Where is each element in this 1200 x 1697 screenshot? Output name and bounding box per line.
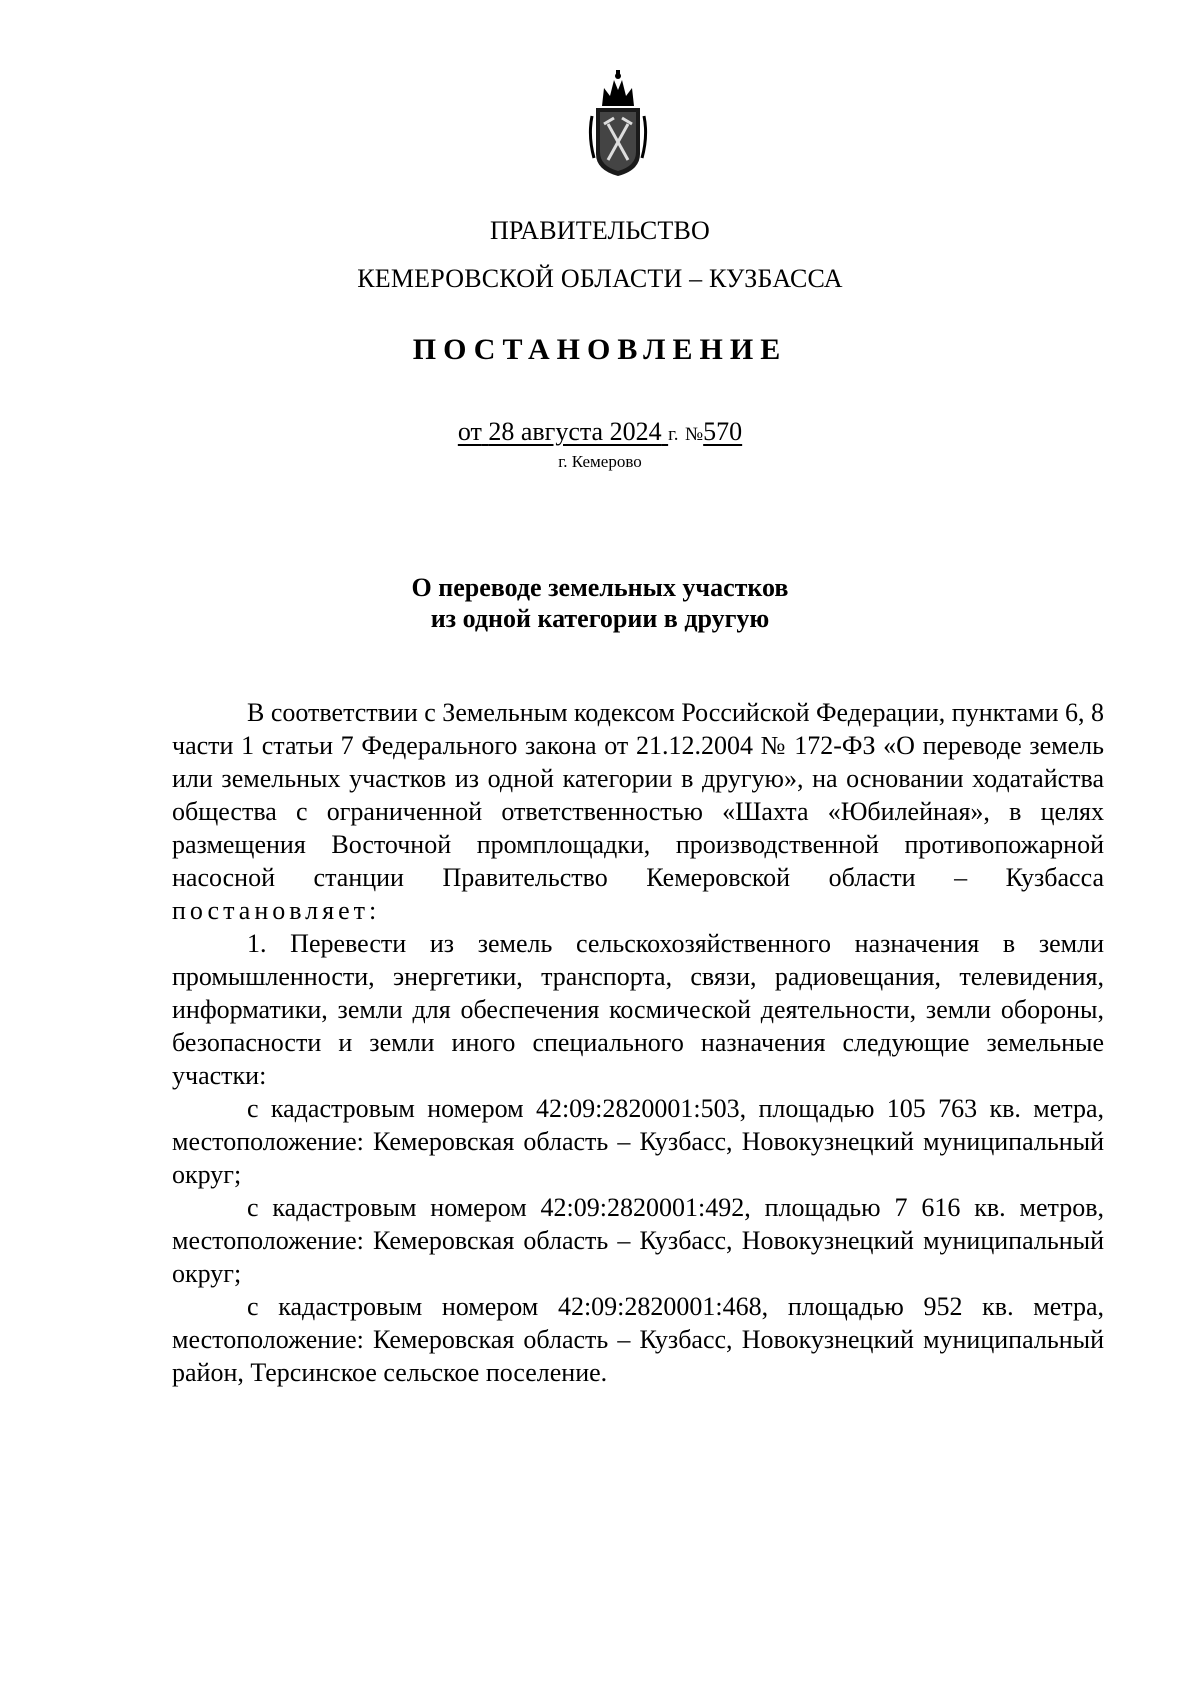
plot-paragraph-1: с кадастровым номером 42:09:2820001:503, площадью 105 763 кв. метра, местоположение: Кемеровская область – Кузбасс, Новокузнецкий муниципальный округ; [172, 1094, 1104, 1189]
document-type-title: ПОСТАНОВЛЕНИЕ [412, 333, 788, 366]
plot-paragraph-3: с кадастровым номером 42:09:2820001:468, площадью 952 кв. метра, местоположение: Кемеровская область – Кузбасс, Новокузнецкий муниципальный район, Терсинское сельское поселение. [172, 1292, 1104, 1387]
decree-body [172, 696, 1104, 1389]
subject-line1: О переводе земельных участков [411, 573, 789, 602]
decree-subject [0, 572, 1200, 634]
date-prefix: от [457, 417, 482, 446]
government-name-line2: КЕМЕРОВСКОЙ ОБЛАСТИ – КУЗБАССА [357, 264, 843, 293]
subject-line2: из одной категории в другую [430, 604, 770, 633]
coat-of-arms-emblem [586, 66, 650, 178]
decree-date: 28 августа 2024 [488, 417, 662, 446]
resolves-word: постановляет: [172, 896, 381, 925]
item-1-paragraph: 1. Перевести из земель сельскохозяйственного назначения в земли промышленности, энергетики, транспорта, связи, радиовещания, телевидения, информатики, земли для обеспечения космической деятельности, земли обороны, безопасности и земли иного специального назначения следующие земельные участки: [172, 929, 1104, 1090]
government-name-line1: ПРАВИТЕЛЬСТВО [489, 216, 711, 245]
decree-city: г. Кемерово [558, 452, 642, 471]
preamble-text: В соответствии с Земельным кодексом Российской Федерации, пунктами 6, 8 части 1 статьи 7 Федерального закона от 21.12.2004 № 172-ФЗ «О переводе земель или земельных участков из одной категории в другую», на основании ходатайства общества с ограниченной ответственностью «Шахта «Юбилейная», в целях размещения Восточной промплощадки, производственной противопожарной насосной станции Правительство Кемеровской области – Кузбасса [172, 698, 1104, 892]
decree-dateline [0, 417, 1200, 450]
preamble-paragraph [172, 696, 1104, 927]
decree-number: 570 [703, 417, 743, 446]
plot-paragraph-2: с кадастровым номером 42:09:2820001:492, площадью 7 616 кв. метров, местоположение: Кемеровская область – Кузбасс, Новокузнецкий муниципальный округ; [172, 1193, 1104, 1288]
year-suffix: г. [668, 424, 679, 445]
number-sign: № [685, 424, 704, 445]
